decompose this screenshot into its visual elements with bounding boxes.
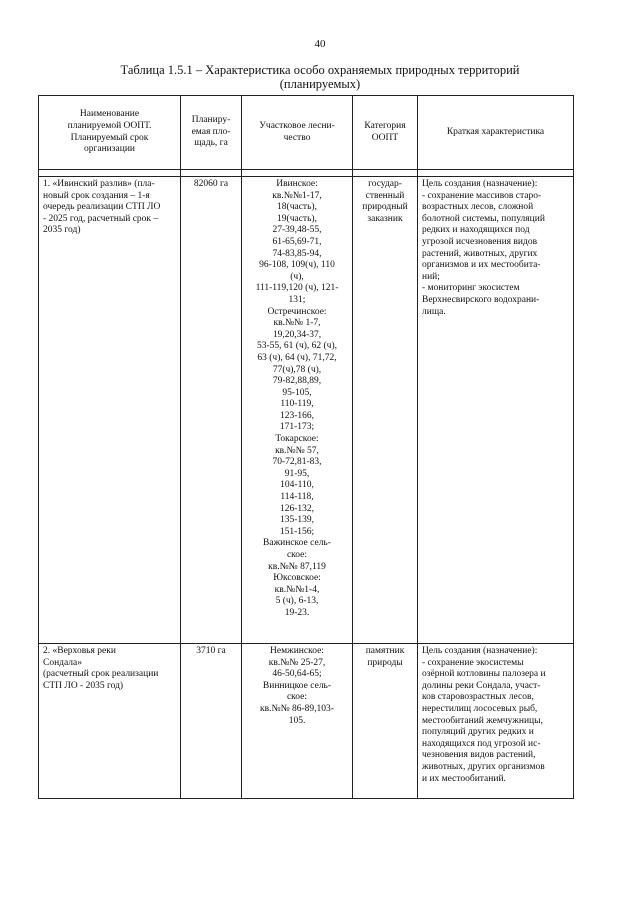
cell-text-line: планируемой ООПТ.: [67, 120, 152, 131]
cell-text-line: озёрной котловины палозера и: [422, 669, 546, 680]
cell-text-line: кв.№№ 1-7,: [273, 318, 321, 329]
spacer-cell: [418, 170, 574, 177]
cell-text-line: угрозой исчезновения видов: [422, 236, 538, 247]
cell-text-line: новый срок создания – 1-я: [43, 190, 150, 201]
cell-description: [418, 644, 574, 799]
cell-text-line: 123-166,: [279, 410, 315, 421]
cell-text-line: Категория: [364, 120, 406, 131]
cell-text-line: кв.№№ 57,: [275, 445, 319, 456]
cell-text-line: ков старовозрастных лесов,: [422, 692, 534, 703]
cell-text-line: долины реки Сондала, участ-: [422, 680, 541, 691]
cell-text-line: очередь реализации СТП ЛО: [43, 202, 161, 213]
cell-text-line: - 2025 год, расчетный срок –: [43, 213, 159, 224]
table-spacer-row: [39, 170, 574, 177]
cell-text-line: СТП ЛО - 2035 год): [43, 680, 124, 691]
cell-text-line: кв.№№ 86-89,103-: [260, 703, 334, 714]
cell-text-line: 111-119,120 (ч), 121-: [255, 283, 339, 294]
protected-areas-table: [38, 95, 574, 799]
cell-text-line: 96-108, 109(ч), 110: [259, 260, 335, 271]
cell-text-line: нерестилищ лососевых рыб,: [422, 703, 538, 714]
cell-text-line: Участковое лесни-: [259, 120, 335, 131]
cell-text-line: 18(часть),: [277, 202, 317, 213]
cell-text-line: 126-132,: [279, 503, 315, 514]
cell-description: [418, 177, 574, 644]
cell-forestry: [242, 177, 353, 644]
cell-name: [39, 177, 181, 644]
cell-area: [181, 644, 242, 799]
header-name: [39, 96, 181, 170]
cell-text-line: 5 (ч), 6-13,: [275, 596, 319, 607]
cell-area: [181, 177, 242, 644]
cell-text-line: 61-65,69-71,: [272, 236, 322, 247]
cell-text-line: 114-118,: [280, 492, 314, 503]
cell-text-line: 27-39,48-55,: [272, 225, 322, 236]
cell-text-line: ООПТ: [371, 132, 399, 143]
cell-name: [39, 644, 181, 799]
spacer-cell: [353, 170, 418, 177]
cell-text-line: 91-95,: [284, 468, 310, 479]
cell-text-line: 110-119,: [280, 399, 314, 410]
cell-text-line: 19,20,34-37,: [272, 329, 322, 340]
cell-text-line: чество: [283, 132, 311, 143]
spacer-cell: [242, 170, 353, 177]
cell-text-line: 151-156;: [279, 526, 315, 537]
cell-category: [353, 644, 418, 799]
cell-text-line: Планиру-: [191, 115, 231, 126]
cell-text-line: Немжинское:: [270, 646, 324, 656]
cell-text-line: возрастных лесов, сложной: [422, 202, 534, 213]
cell-text-line: 82060 га: [193, 179, 229, 189]
cell-text-line: ское:: [286, 550, 308, 560]
cell-text-line: кв.№№1-4,: [274, 584, 320, 595]
cell-text-line: Наименование: [79, 109, 140, 120]
cell-text-line: 135-139,: [279, 515, 315, 526]
cell-text-line: емая пло-: [191, 126, 231, 137]
cell-text-line: 171-173;: [279, 422, 315, 433]
cell-text-line: 1. «Ивинский разлив» (пла-: [43, 179, 155, 189]
cell-text-line: - мониторинг экосистем: [422, 283, 520, 294]
cell-text-line: 46-50,64-65;: [272, 669, 322, 680]
cell-text-line: 3710 га: [196, 646, 226, 656]
cell-text-line: популяций других редких и: [422, 727, 534, 738]
cell-text-line: 2035 год): [43, 225, 81, 236]
cell-text-line: 19-23.: [284, 607, 310, 618]
cell-text-line: кв.№№ 87,119: [268, 561, 326, 572]
cell-text-line: заказник: [367, 213, 403, 224]
cell-category: [353, 177, 418, 644]
cell-text-line: 74-83,85-94,: [272, 248, 322, 259]
cell-text-line: организации: [83, 144, 135, 155]
cell-text-line: Ивинское:: [276, 179, 318, 189]
table-row: [39, 644, 574, 799]
cell-text-line: 63 (ч), 64 (ч), 71,72,: [257, 352, 337, 363]
cell-text-line: Планируемый срок: [70, 132, 149, 143]
caption-line-2: (планируемых): [279, 77, 361, 91]
cell-text-line: Краткая характеристика: [446, 126, 545, 137]
table-header-row: [39, 96, 574, 170]
cell-text-line: растений, животных, других: [422, 248, 538, 259]
page-number: 40: [314, 38, 326, 50]
cell-text-line: Цель создания (назначение):: [422, 179, 538, 189]
cell-text-line: местообитаний жемчужницы,: [422, 715, 543, 726]
cell-text-line: Важинское сель-: [263, 538, 331, 549]
cell-forestry: [242, 644, 353, 799]
cell-text-line: находящихся под угрозой ис-: [422, 738, 541, 749]
cell-text-line: (расчетный срок реализации: [43, 669, 159, 680]
header-area: [181, 96, 242, 170]
cell-text-line: болотной системы, популяций: [422, 213, 545, 224]
cell-text-line: Остречинское:: [267, 306, 327, 317]
cell-text-line: ний;: [422, 271, 440, 282]
cell-text-line: - сохранение массивов старо-: [422, 190, 542, 201]
cell-text-line: и их местообитаний.: [422, 773, 506, 784]
cell-text-line: - сохранение экосистемы: [422, 657, 524, 668]
header-description: [418, 96, 574, 170]
cell-text-line: Винницкое сель-: [262, 680, 332, 691]
cell-text-line: щадь, га: [194, 138, 228, 149]
cell-text-line: природный: [362, 202, 408, 213]
cell-text-line: природы: [367, 657, 403, 668]
cell-text-line: 19(часть),: [277, 213, 317, 224]
cell-text-line: Сондала»: [43, 657, 83, 668]
cell-text-line: организмов и их местообита-: [422, 260, 541, 271]
cell-text-line: 53-55, 61 (ч), 62 (ч),: [257, 341, 337, 352]
cell-text-line: 77(ч),78 (ч),: [272, 364, 322, 375]
cell-text-line: ственный: [365, 190, 405, 201]
cell-text-line: Цель создания (назначение):: [422, 646, 538, 656]
header-forestry: [242, 96, 353, 170]
cell-text-line: лища.: [422, 306, 446, 317]
spacer-cell: [39, 170, 181, 177]
spacer-cell: [181, 170, 242, 177]
table-row: [39, 177, 574, 644]
cell-text-line: кв.№№1-17,: [272, 190, 322, 201]
cell-text-line: 2. «Верховья реки: [43, 646, 116, 656]
header-category: [353, 96, 418, 170]
cell-text-line: государ-: [368, 179, 402, 189]
cell-text-line: 70-72,81-83,: [272, 457, 322, 468]
cell-text-line: редких и находящихся под: [422, 225, 530, 236]
cell-text-line: (ч),: [290, 271, 304, 282]
caption-line-1: Таблица 1.5.1 – Характеристика особо охраняемых природных территорий: [120, 63, 520, 77]
cell-text-line: животных, других организмов: [422, 761, 545, 772]
cell-text-line: 104-110,: [280, 480, 314, 491]
cell-text-line: 131;: [288, 294, 306, 305]
cell-text-line: 105.: [288, 715, 306, 726]
cell-text-line: 79-82,88,89,: [272, 376, 322, 387]
cell-text-line: Токарское:: [275, 434, 319, 445]
table-caption: [40, 63, 600, 91]
cell-text-line: 95-105,: [282, 387, 312, 398]
cell-text-line: Верхнесвирского водохрани-: [422, 294, 540, 305]
cell-text-line: памятник: [365, 646, 405, 656]
cell-text-line: чезновения видов растений,: [422, 750, 536, 761]
cell-text-line: кв.№№ 25-27,: [268, 657, 326, 668]
cell-text-line: Юксовское:: [273, 573, 321, 584]
cell-text-line: ское:: [286, 692, 308, 703]
